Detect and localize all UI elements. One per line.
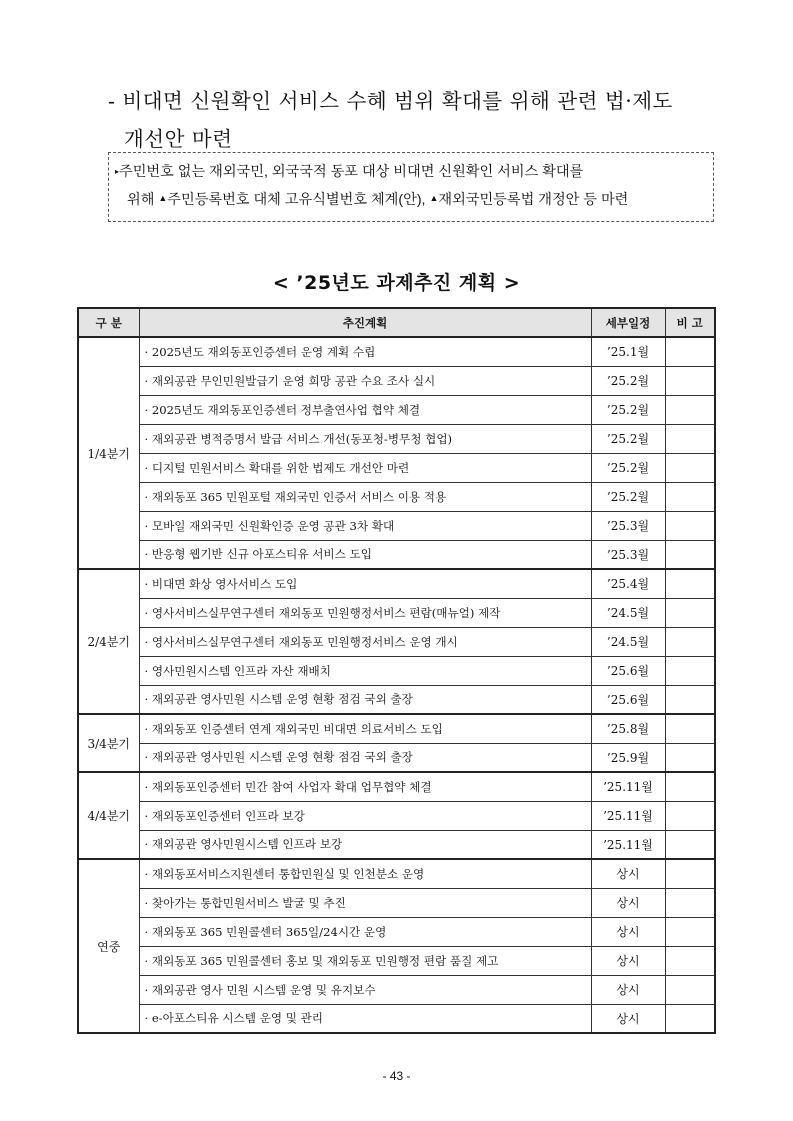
remark-cell bbox=[665, 627, 715, 656]
note-row-2-prefix: 위해 bbox=[127, 192, 159, 208]
table-row bbox=[78, 598, 715, 627]
plan-table-body bbox=[78, 337, 715, 1033]
remark-cell bbox=[665, 569, 715, 598]
task-cell: · 디지털 민원서비스 확대를 위한 법제도 개선안 마련 bbox=[139, 453, 591, 482]
remark-cell bbox=[665, 337, 715, 366]
task-cell: · 재외동포서비스지원센터 통합민원실 및 인천분소 운영 bbox=[139, 859, 591, 888]
remark-cell bbox=[665, 598, 715, 627]
table-row bbox=[78, 888, 715, 917]
table-row bbox=[78, 540, 715, 569]
remark-cell bbox=[665, 772, 715, 801]
task-cell: · 재외공관 영사민원시스템 인프라 보강 bbox=[139, 830, 591, 859]
remark-cell bbox=[665, 714, 715, 743]
table-row bbox=[78, 714, 715, 743]
schedule-cell: ’25.8월 bbox=[591, 714, 665, 743]
remark-cell bbox=[665, 917, 715, 946]
note-box bbox=[108, 152, 714, 222]
task-cell: · 2025년도 재외동포인증센터 정부출연사업 협약 체결 bbox=[139, 395, 591, 424]
remark-cell bbox=[665, 685, 715, 714]
remark-cell bbox=[665, 830, 715, 859]
schedule-cell: ’25.2월 bbox=[591, 482, 665, 511]
schedule-cell: ’25.3월 bbox=[591, 540, 665, 569]
remark-cell bbox=[665, 946, 715, 975]
schedule-cell: ’25.2월 bbox=[591, 366, 665, 395]
schedule-cell: 상시 bbox=[591, 946, 665, 975]
task-cell: · 재외동포 인증센터 연계 재외국민 비대면 의료서비스 도입 bbox=[139, 714, 591, 743]
table-row bbox=[78, 453, 715, 482]
intro-bullet bbox=[108, 82, 728, 158]
table-row bbox=[78, 395, 715, 424]
table-row bbox=[78, 685, 715, 714]
note-row-2 bbox=[115, 185, 707, 213]
task-cell: · 2025년도 재외동포인증센터 운영 계획 수립 bbox=[139, 337, 591, 366]
task-cell: · 반응형 웹기반 신규 아포스티유 서비스 도입 bbox=[139, 540, 591, 569]
triangle-up-icon: ▲ bbox=[158, 193, 168, 203]
remark-cell bbox=[665, 366, 715, 395]
header-schedule: 세부일정 bbox=[591, 308, 665, 337]
remark-cell bbox=[665, 482, 715, 511]
remark-cell bbox=[665, 1004, 715, 1033]
section-title: < ’25년도 과제추진 계획 > bbox=[272, 272, 521, 294]
table-row bbox=[78, 859, 715, 888]
task-cell: · 재외공관 병적증명서 발급 서비스 개선(동포청-병무청 협업) bbox=[139, 424, 591, 453]
schedule-cell: ’25.2월 bbox=[591, 453, 665, 482]
schedule-cell: ’25.6월 bbox=[591, 656, 665, 685]
schedule-cell: ’25.11월 bbox=[591, 772, 665, 801]
quarter-cell: 연중 bbox=[78, 859, 139, 1033]
task-cell: · 재외동포 365 민원포털 재외국민 인증서 서비스 이용 적용 bbox=[139, 482, 591, 511]
task-cell: · 영사서비스실무연구센터 재외동포 민원행정서비스 운영 개시 bbox=[139, 627, 591, 656]
table-row bbox=[78, 743, 715, 772]
table-row bbox=[78, 917, 715, 946]
table-row bbox=[78, 656, 715, 685]
schedule-cell: 상시 bbox=[591, 975, 665, 1004]
remark-cell bbox=[665, 801, 715, 830]
header-division: 구 분 bbox=[78, 308, 139, 337]
table-row bbox=[78, 975, 715, 1004]
schedule-cell: ’25.2월 bbox=[591, 395, 665, 424]
quarter-cell: 1/4분기 bbox=[78, 337, 139, 569]
intro-line-2: 개선안 마련 bbox=[124, 127, 233, 151]
note-item-1: 주민등록번호 대체 고유식별번호 체계(안), bbox=[167, 192, 430, 208]
schedule-cell: ’24.5월 bbox=[591, 627, 665, 656]
table-row bbox=[78, 366, 715, 395]
task-cell: · 비대면 화상 영사서비스 도입 bbox=[139, 569, 591, 598]
triangle-up-icon: ▲ bbox=[429, 193, 439, 203]
table-row bbox=[78, 511, 715, 540]
task-cell: · 재외동포인증센터 민간 참여 사업자 확대 업무협약 체결 bbox=[139, 772, 591, 801]
task-cell: · 모바일 재외국민 신원확인증 운영 공관 3차 확대 bbox=[139, 511, 591, 540]
schedule-cell: ’25.3월 bbox=[591, 511, 665, 540]
remark-cell bbox=[665, 888, 715, 917]
task-cell: · 재외동포인증센터 인프라 보강 bbox=[139, 801, 591, 830]
remark-cell bbox=[665, 511, 715, 540]
schedule-cell: 상시 bbox=[591, 859, 665, 888]
note-row-1-text: 주민번호 없는 재외국민, 외국국적 동포 대상 비대면 신원확인 서비스 확대를 bbox=[119, 164, 584, 180]
page-number: - 43 - bbox=[382, 1069, 411, 1083]
schedule-cell: 상시 bbox=[591, 888, 665, 917]
schedule-cell: 상시 bbox=[591, 917, 665, 946]
task-cell: · 재외공관 영사민원 시스템 운영 현황 점검 국외 출장 bbox=[139, 685, 591, 714]
task-cell: · 영사서비스실무연구센터 재외동포 민원행정서비스 편람(매뉴얼) 제작 bbox=[139, 598, 591, 627]
table-header-row bbox=[78, 308, 715, 337]
remark-cell bbox=[665, 453, 715, 482]
table-row bbox=[78, 569, 715, 598]
intro-line-1: - 비대면 신원확인 서비스 수혜 범위 확대를 위해 관련 법·제도 bbox=[108, 89, 673, 113]
remark-cell bbox=[665, 859, 715, 888]
plan-table bbox=[77, 307, 716, 1034]
schedule-cell: ’25.11월 bbox=[591, 830, 665, 859]
task-cell: · 재외공관 영사민원 시스템 운영 현황 점검 국외 출장 bbox=[139, 743, 591, 772]
remark-cell bbox=[665, 975, 715, 1004]
schedule-cell: ’24.5월 bbox=[591, 598, 665, 627]
remark-cell bbox=[665, 395, 715, 424]
task-cell: · e-아포스티유 시스템 운영 및 관리 bbox=[139, 1004, 591, 1033]
table-row bbox=[78, 424, 715, 453]
schedule-cell: 상시 bbox=[591, 1004, 665, 1033]
schedule-cell: ’25.4월 bbox=[591, 569, 665, 598]
table-row bbox=[78, 627, 715, 656]
table-row bbox=[78, 1004, 715, 1033]
task-cell: · 재외동포 365 민원콜센터 365일/24시간 운영 bbox=[139, 917, 591, 946]
table-row bbox=[78, 482, 715, 511]
schedule-cell: ’25.9월 bbox=[591, 743, 665, 772]
schedule-cell: ’25.1월 bbox=[591, 337, 665, 366]
note-item-2: 재외국민등록법 개정안 등 마련 bbox=[438, 192, 629, 208]
task-cell: · 재외공관 영사 민원 시스템 운영 및 유지보수 bbox=[139, 975, 591, 1004]
triangle-right-icon: ▸ bbox=[115, 167, 120, 176]
schedule-cell: ’25.2월 bbox=[591, 424, 665, 453]
remark-cell bbox=[665, 656, 715, 685]
task-cell: · 재외동포 365 민원콜센터 홍보 및 재외동포 민원행정 편람 품질 제고 bbox=[139, 946, 591, 975]
schedule-cell: ’25.11월 bbox=[591, 801, 665, 830]
quarter-cell: 4/4분기 bbox=[78, 772, 139, 859]
remark-cell bbox=[665, 540, 715, 569]
task-cell: · 재외공관 무인민원발급기 운영 희망 공관 수요 조사 실시 bbox=[139, 366, 591, 395]
table-row bbox=[78, 946, 715, 975]
table-row bbox=[78, 337, 715, 366]
header-remark: 비 고 bbox=[665, 308, 715, 337]
schedule-cell: ’25.6월 bbox=[591, 685, 665, 714]
quarter-cell: 3/4분기 bbox=[78, 714, 139, 772]
remark-cell bbox=[665, 743, 715, 772]
table-row bbox=[78, 830, 715, 859]
table-row bbox=[78, 801, 715, 830]
remark-cell bbox=[665, 424, 715, 453]
table-row bbox=[78, 772, 715, 801]
header-plan: 추진계획 bbox=[139, 308, 591, 337]
task-cell: · 영사민원시스템 인프라 자산 재배치 bbox=[139, 656, 591, 685]
task-cell: · 찾아가는 통합민원서비스 발굴 및 추진 bbox=[139, 888, 591, 917]
note-row-1 bbox=[115, 159, 707, 185]
quarter-cell: 2/4분기 bbox=[78, 569, 139, 714]
